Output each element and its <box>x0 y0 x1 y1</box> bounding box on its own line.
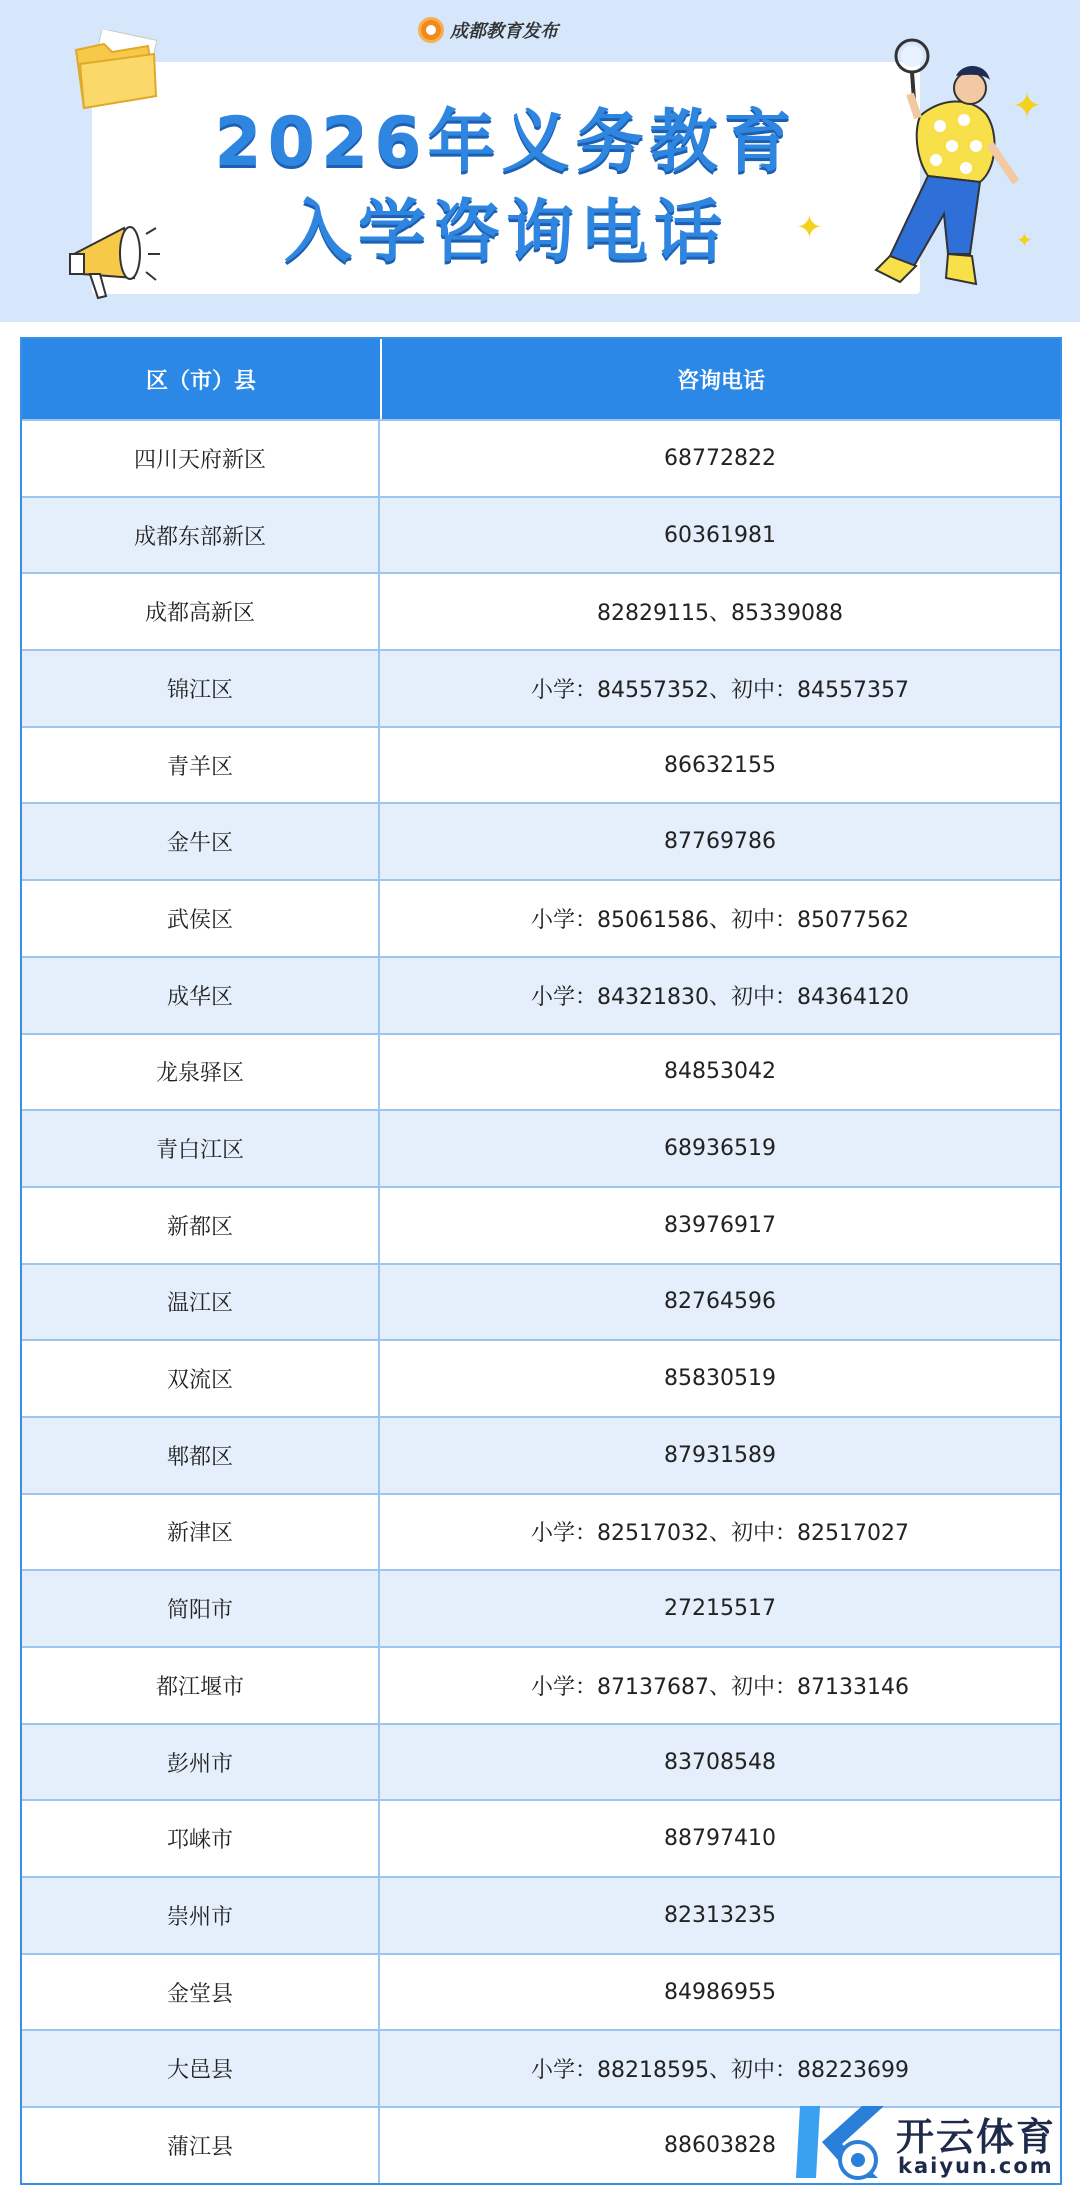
table-row <box>22 1876 1060 1953</box>
table-row <box>22 1339 1060 1416</box>
district-cell: 新都区 <box>22 1188 380 1263</box>
table-row <box>22 572 1060 649</box>
table-row <box>22 1493 1060 1570</box>
district-cell: 金堂县 <box>22 1955 380 2030</box>
phone-cell: 82829115、85339088 <box>597 601 843 627</box>
district-cell: 崇州市 <box>22 1878 380 1953</box>
district-cell: 温江区 <box>22 1265 380 1340</box>
source-label <box>418 14 558 46</box>
district-cell: 成都高新区 <box>22 574 380 649</box>
district-cell: 成都东部新区 <box>22 498 380 573</box>
watermark-url: kaiyun.com <box>898 2154 1054 2178</box>
district-cell: 双流区 <box>22 1341 380 1416</box>
megaphone-icon <box>64 214 164 306</box>
phone-cell: 87769786 <box>664 829 776 855</box>
sparkle-icon: ✦ <box>1012 86 1043 127</box>
phone-cell: 82313235 <box>664 1902 776 1928</box>
table-row <box>22 802 1060 879</box>
phone-cell: 68936519 <box>664 1136 776 1162</box>
district-cell: 邛崃市 <box>22 1801 380 1876</box>
district-cell: 都江堰市 <box>22 1648 380 1723</box>
sparkle-icon: ✦ <box>1016 228 1033 252</box>
watermark-name: 开云体育 <box>896 2115 1057 2159</box>
phone-cell: 小学：88218595、初中：88223699 <box>531 2058 909 2084</box>
table-row <box>22 496 1060 573</box>
district-cell: 青羊区 <box>22 728 380 803</box>
kaiyun-logo-icon <box>792 2098 888 2186</box>
header-phone: 咨询电话 <box>676 368 765 394</box>
district-cell: 金牛区 <box>22 804 380 879</box>
table-row <box>22 419 1060 496</box>
phone-cell: 小学：84557352、初中：84557357 <box>531 677 909 703</box>
phone-cell: 84853042 <box>664 1059 776 1085</box>
person-with-magnifier-icon <box>820 34 1026 314</box>
district-cell: 大邑县 <box>22 2031 380 2106</box>
district-cell: 简阳市 <box>22 1571 380 1646</box>
phone-cell: 27215517 <box>664 1596 776 1622</box>
table-row <box>22 1799 1060 1876</box>
source-logo-icon <box>418 17 444 43</box>
phone-cell: 小学：82517032、初中：82517027 <box>531 1521 909 1547</box>
table-row <box>22 956 1060 1033</box>
phone-cell: 88603828 <box>664 2132 776 2158</box>
phone-cell: 小学：84321830、初中：84364120 <box>531 984 909 1010</box>
phone-cell: 87931589 <box>664 1442 776 1468</box>
district-cell: 成华区 <box>22 958 380 1033</box>
page-title-line2: 入学咨询电话 <box>283 193 728 272</box>
phone-cell: 68772822 <box>664 445 776 471</box>
phone-cell: 83976917 <box>664 1212 776 1238</box>
district-cell: 锦江区 <box>22 651 380 726</box>
table-row <box>22 1263 1060 1340</box>
phone-cell: 60361981 <box>664 522 776 548</box>
phone-cell: 84986955 <box>664 1979 776 2005</box>
table-header <box>22 339 1060 419</box>
district-cell: 青白江区 <box>22 1111 380 1186</box>
district-cell: 新津区 <box>22 1495 380 1570</box>
table-row <box>22 726 1060 803</box>
district-cell: 彭州市 <box>22 1725 380 1800</box>
table-row <box>22 1723 1060 1800</box>
source-name: 成都教育发布 <box>450 21 558 42</box>
phone-cell: 小学：85061586、初中：85077562 <box>531 907 909 933</box>
table-row <box>22 1953 1060 2030</box>
table-row <box>22 1416 1060 1493</box>
district-cell: 武侯区 <box>22 881 380 956</box>
phone-cell: 82764596 <box>664 1289 776 1315</box>
phone-cell: 85830519 <box>664 1366 776 1392</box>
district-cell: 四川天府新区 <box>22 421 380 496</box>
consultation-phone-table <box>20 337 1062 2185</box>
watermark <box>792 2094 1072 2190</box>
table-row <box>22 1033 1060 1110</box>
phone-cell: 86632155 <box>664 752 776 778</box>
phone-cell: 83708548 <box>664 1749 776 1775</box>
table-row <box>22 879 1060 956</box>
table-row <box>22 1646 1060 1723</box>
table-body <box>22 419 1060 2183</box>
table-row <box>22 649 1060 726</box>
folder-icon <box>70 30 162 116</box>
phone-cell: 88797410 <box>664 1826 776 1852</box>
sparkle-icon: ✦ <box>796 208 823 246</box>
district-cell: 龙泉驿区 <box>22 1035 380 1110</box>
table-row <box>22 1109 1060 1186</box>
district-cell: 郫都区 <box>22 1418 380 1493</box>
table-row <box>22 1569 1060 1646</box>
phone-cell: 小学：87137687、初中：87133146 <box>531 1674 909 1700</box>
header-district: 区（市）县 <box>22 339 382 419</box>
page-title-line1: 2026年义务教育 <box>214 103 798 182</box>
table-row <box>22 1186 1060 1263</box>
district-cell: 蒲江县 <box>22 2108 380 2183</box>
